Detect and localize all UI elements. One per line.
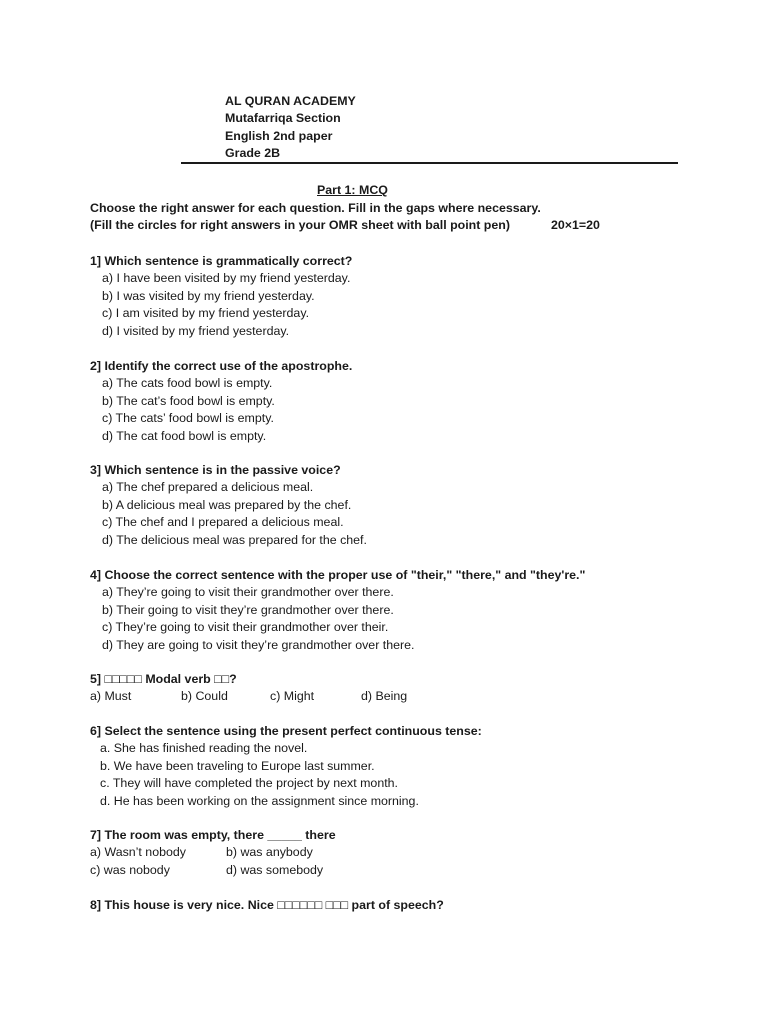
option-c: c) They’re going to visit their grandmother over their. <box>102 620 389 635</box>
option-a: a) Must <box>90 689 132 704</box>
options-row-1 <box>90 844 336 861</box>
option-b: b) The cat’s food bowl is empty. <box>102 393 275 408</box>
question-title: 1] Which sentence is grammatically correct? <box>90 254 353 268</box>
question-title: 2] Identify the correct use of the apostrophe. <box>90 359 353 373</box>
option-c: c) was nobody <box>90 862 170 877</box>
question-title: 7] The room was empty, there _____ there <box>90 828 336 842</box>
question-title: 8] This house is very nice. Nice □□□□□□ □□□ part of speech? <box>90 898 444 912</box>
question-2 <box>90 358 352 445</box>
grade-name: Grade 2B <box>225 146 281 161</box>
option-b: b) Their going to visit they’re grandmother over there. <box>102 602 394 617</box>
option-d: d) I visited by my friend yesterday. <box>102 323 290 338</box>
question-4 <box>90 567 585 654</box>
option-c: c) Might <box>270 689 315 704</box>
option-c: c) I am visited by my friend yesterday. <box>102 306 310 321</box>
option-a: a) The chef prepared a delicious meal. <box>102 480 314 495</box>
options-row <box>90 688 408 705</box>
option-a: a) They’re going to visit their grandmother over there. <box>102 585 394 600</box>
option-b: b) Could <box>181 689 228 704</box>
option-b: b) I was visited by my friend yesterday. <box>102 288 315 303</box>
question-title: 3] Which sentence is in the passive voice? <box>90 463 341 477</box>
instruction-line-2: (Fill the circles for right answers in your OMR sheet with ball point pen) <box>90 218 510 232</box>
question-6 <box>90 723 482 810</box>
section-name: Mutafarriqa Section <box>225 111 341 126</box>
option-c: c. They will have completed the project by next month. <box>100 776 398 791</box>
option-d: d. He has been working on the assignment since morning. <box>100 793 419 808</box>
marks-label: 20×1=20 <box>551 218 600 232</box>
option-b: b. We have been traveling to Europe last summer. <box>100 758 375 773</box>
option-d: d) was somebody <box>226 862 324 877</box>
option-b: b) A delicious meal was prepared by the chef. <box>102 497 352 512</box>
instruction-line-1: Choose the right answer for each question. Fill in the gaps where necessary. <box>90 201 541 215</box>
option-b: b) was anybody <box>226 845 313 860</box>
question-3 <box>90 462 367 549</box>
question-5 <box>90 671 408 706</box>
header-divider <box>181 162 678 164</box>
option-d: d) They are going to visit they’re grandmother over there. <box>102 637 415 652</box>
option-d: d) The delicious meal was prepared for the chef. <box>102 532 367 547</box>
option-d: d) Being <box>361 689 408 704</box>
options-row-2 <box>90 862 336 879</box>
question-title: 4] Choose the correct sentence with the proper use of "their," "there," and "they're." <box>90 568 586 582</box>
option-a: a) The cats food bowl is empty. <box>102 376 273 391</box>
option-c: c) The cats’ food bowl is empty. <box>102 411 274 426</box>
question-1 <box>90 253 352 340</box>
part-title: Part 1: MCQ <box>317 183 388 197</box>
question-title: 6] Select the sentence using the present perfect continuous tense: <box>90 724 482 738</box>
option-c: c) The chef and I prepared a delicious meal. <box>102 515 344 530</box>
school-name: AL QURAN ACADEMY <box>225 94 356 108</box>
option-a: a. She has finished reading the novel. <box>100 741 308 756</box>
question-title: 5] □□□□□ Modal verb □□? <box>90 672 237 686</box>
option-d: d) The cat food bowl is empty. <box>102 428 267 443</box>
option-a: a) I have been visited by my friend yesterday. <box>102 271 351 286</box>
option-a: a) Wasn’t nobody <box>90 845 186 860</box>
question-7 <box>90 827 336 879</box>
question-8 <box>90 897 444 914</box>
subject-name: English 2nd paper <box>225 128 333 143</box>
exam-header <box>225 93 356 163</box>
